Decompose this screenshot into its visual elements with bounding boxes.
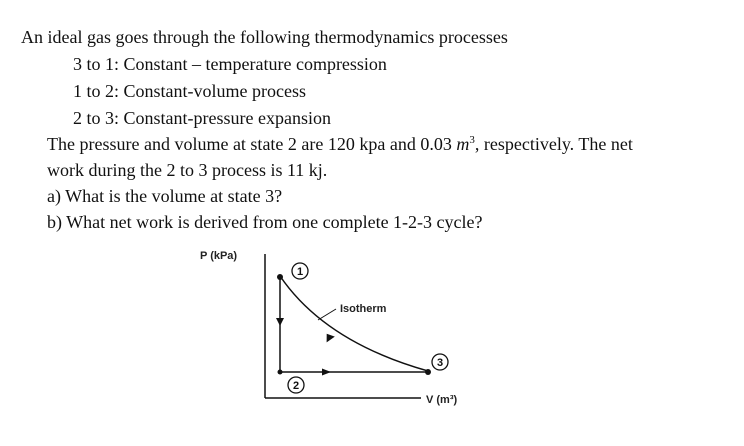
state-3-point	[425, 369, 431, 375]
arrow-1-2	[276, 318, 284, 326]
statement-line-2: work during the 2 to 3 process is 11 kj.	[47, 160, 328, 180]
statement-text-2: , respectively. The net	[474, 134, 633, 154]
isotherm-label: Isotherm	[340, 303, 387, 315]
statement-text-1: The pressure and volume at state 2 are 120 kpa and 0.03	[47, 134, 457, 154]
volume-unit-exp: 3	[469, 134, 475, 146]
process-3-to-1: 3 to 1: Constant – temperature compression	[73, 54, 387, 74]
x-axis-label: V (m³)	[426, 394, 458, 406]
isotherm-leader	[318, 309, 336, 320]
arrow-3-1	[323, 331, 335, 342]
process-2-to-3: 2 to 3: Constant-pressure expansion	[73, 108, 331, 128]
isotherm-curve	[280, 276, 428, 371]
process-1-to-2: 1 to 2: Constant-volume process	[73, 81, 306, 101]
question-b: b) What net work is derived from one complete 1-2-3 cycle?	[47, 212, 483, 232]
state-3-label: 3	[436, 357, 444, 369]
state-1-label: 1	[296, 266, 304, 278]
volume-unit-var: m	[456, 134, 470, 154]
state-2-label: 2	[292, 380, 300, 392]
question-a: a) What is the volume at state 3?	[47, 186, 283, 206]
y-axis-label: P (kPa)	[200, 250, 238, 262]
problem-intro: An ideal gas goes through the following thermodynamics processes	[21, 27, 508, 47]
state-2-point	[278, 370, 283, 375]
arrow-2-3	[322, 369, 331, 376]
state-1-point	[277, 274, 283, 280]
